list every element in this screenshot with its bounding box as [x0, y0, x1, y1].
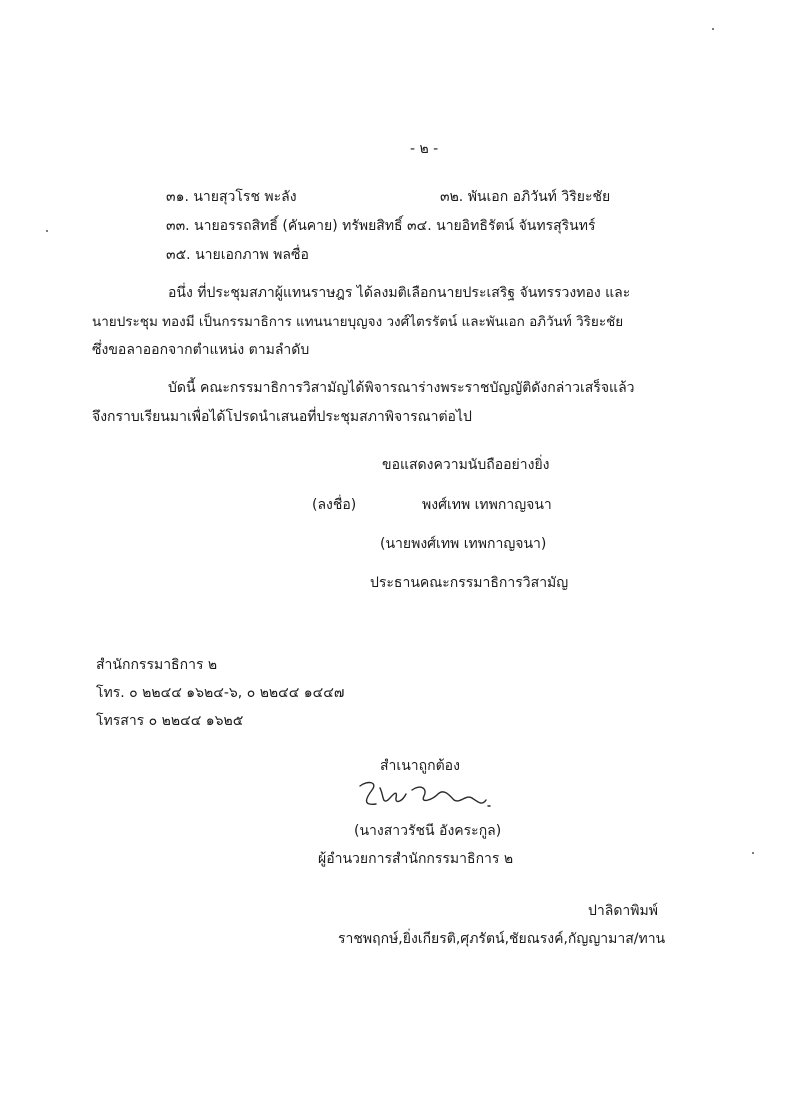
- signer-title: ประธานคณะกรรมาธิการวิสามัญ: [370, 575, 569, 591]
- paragraph-1-line-2: นายประชุม ทองมี เป็นกรรมาธิการ แทนนายบุญจง วงศ์ไตรรัตน์ และพันเอก อภิวันท์ วิริยะชัย: [92, 314, 624, 330]
- certification-label: สำเนาถูกต้อง: [380, 758, 460, 774]
- certifier-name: (นางสาวรัชนี อังคระกูล): [354, 823, 502, 839]
- member-line-35: ๓๕. นายเอกภาพ พลซื่อ: [166, 247, 309, 263]
- office-fax: โทรสาร ๐ ๒๒๔๔ ๑๖๒๕: [96, 713, 244, 729]
- certifier-title: ผู้อำนวยการสำนักกรรมาธิการ ๒: [318, 851, 514, 867]
- paragraph-2-line-2: จึงกราบเรียนมาเพื่อได้โปรดนำเสนอที่ประชุมสภาพิจารณาต่อไป: [92, 409, 472, 425]
- page-number: - ๒ -: [410, 141, 439, 157]
- member-line-31: ๓๑. นายสุวโรช พะลัง: [166, 189, 297, 205]
- signed-label: (ลงชื่อ): [312, 497, 357, 513]
- signer-name: พงศ์เทพ เทพกาญจนา: [422, 497, 552, 513]
- office-name: สำนักกรรมาธิการ ๒: [96, 657, 218, 673]
- scan-speck: [46, 230, 48, 232]
- scan-speck: [752, 852, 754, 854]
- closing-regards: ขอแสดงความนับถืออย่างยิ่ง: [382, 457, 550, 473]
- paragraph-2-line-1: บัดนี้ คณะกรรมาธิการวิสามัญได้พิจารณาร่างพระราชบัญญัติดังกล่าวเสร็จแล้ว: [168, 380, 635, 396]
- typist-label: ปาลิดาพิมพ์: [588, 903, 658, 919]
- typist-names: ราชพฤกษ์,ยิ่งเกียรติ,ศุภรัตน์,ชัยณรงค์,กัญญามาส/ทาน: [338, 931, 666, 947]
- paragraph-1-line-3: ซึ่งขอลาออกจากตำแหน่ง ตามลำดับ: [92, 342, 310, 358]
- scan-speck: [712, 28, 714, 30]
- paragraph-1-line-1: อนึ่ง ที่ประชุมสภาผู้แทนราษฎร ได้ลงมติเลือกนายประเสริฐ จันทรรวงทอง และ: [168, 285, 631, 301]
- handwritten-signature: [354, 776, 504, 816]
- member-line-32: ๓๒. พันเอก อภิวันท์ วิริยะชัย: [440, 189, 611, 205]
- signer-full-name: (นายพงศ์เทพ เทพกาญจนา): [380, 536, 547, 552]
- member-line-33-34: ๓๓. นายอรรถสิทธิ์ (คันคาย) ทรัพยสิทธิ์ ๓๔. นายอิทธิรัตน์ จันทรสุรินทร์: [166, 218, 596, 234]
- office-phone: โทร. ๐ ๒๒๔๔ ๑๖๒๔-๖, ๐ ๒๒๔๔ ๑๔๔๗: [96, 685, 345, 701]
